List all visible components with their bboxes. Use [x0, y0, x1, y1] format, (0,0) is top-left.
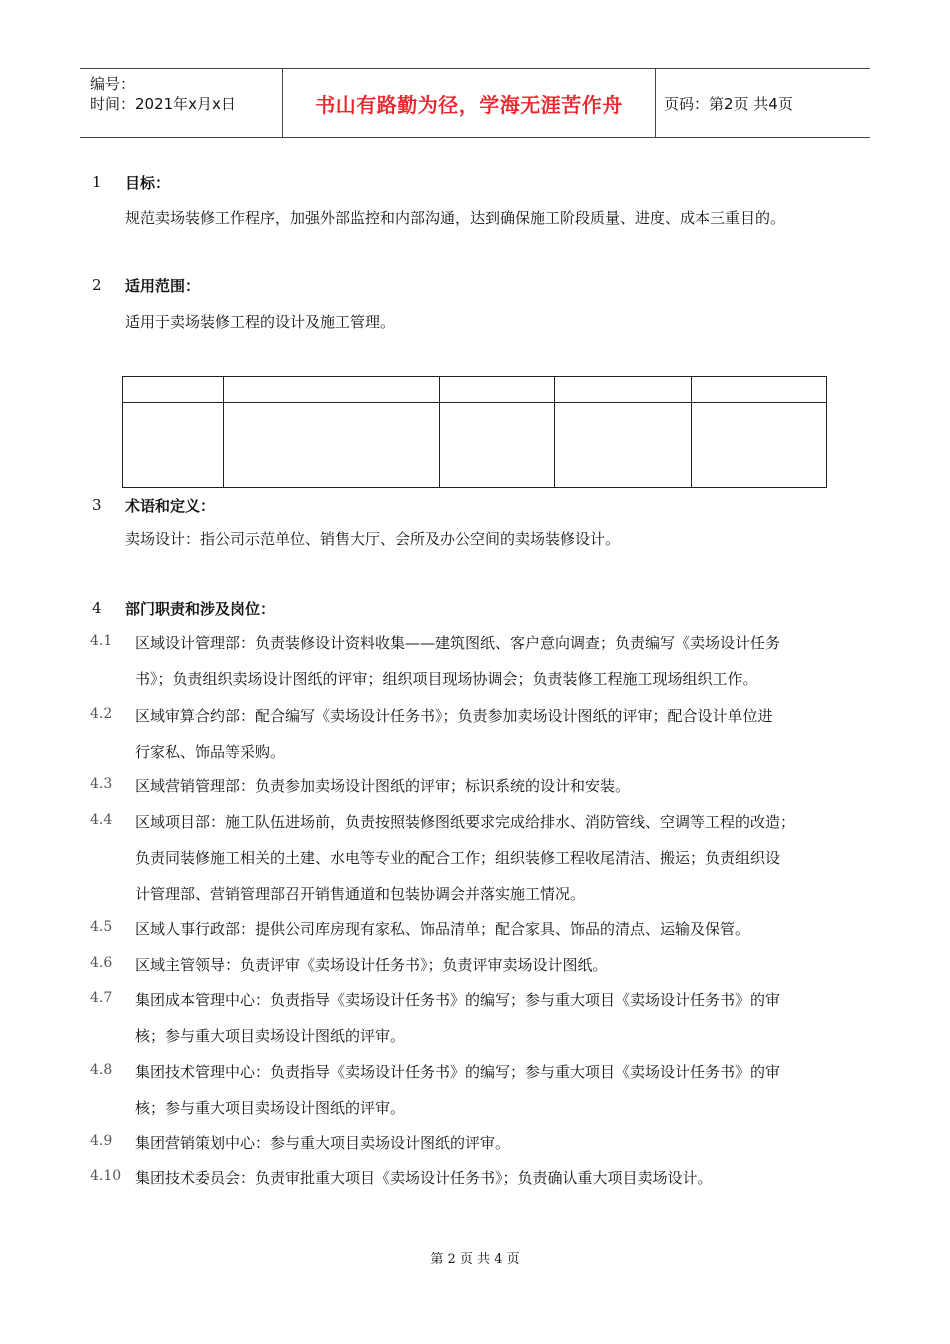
list-item-text: 书》；负责组织卖场设计图纸的评审；组织项目现场协调会；负责装修工程施工现场组织工作。	[135, 670, 758, 688]
section-text: 规范卖场装修工作程序，加强外部监控和内部沟通，达到确保施工阶段质量、进度、成本三重目的。	[125, 209, 786, 227]
list-item-text: 核；参与重大项目卖场设计图纸的评审。	[135, 1099, 406, 1117]
page-footer: 第 2 页 共 4 页	[430, 1252, 520, 1267]
list-item-text: 集团营销策划中心：参与重大项目卖场设计图纸的评审。	[135, 1134, 511, 1152]
section-number: 2	[92, 276, 102, 294]
document-time-label: 时间：2021年x月x日	[90, 95, 236, 113]
list-item-text: 区域设计管理部：负责装修设计资料收集——建筑图纸、客户意向调查；负责编写《卖场设计任务	[135, 634, 781, 652]
list-item-text: 行家私、饰品等采购。	[135, 743, 286, 761]
section-text: 适用于卖场装修工程的设计及施工管理。	[125, 313, 396, 331]
section-number: 3	[92, 496, 102, 514]
list-item-text: 集团成本管理中心：负责指导《卖场设计任务书》的编写；参与重大项目《卖场设计任务书》的审	[135, 991, 781, 1009]
section-title: 目标：	[125, 174, 171, 192]
header-page-cell	[656, 69, 870, 137]
list-item-number: 4.2	[90, 706, 113, 722]
empty-table	[122, 376, 827, 488]
list-item-text: 核；参与重大项目卖场设计图纸的评审。	[135, 1027, 406, 1045]
table-column-divider	[691, 377, 692, 487]
section-title: 适用范围：	[125, 277, 201, 295]
list-item-number: 4.5	[90, 919, 113, 935]
header-page-info: 页码：第2页 共4页	[664, 94, 793, 113]
list-item-text: 区域人事行政部：提供公司库房现有家私、饰品清单；配合家具、饰品的清点、运输及保管。	[135, 920, 751, 938]
list-item-number: 4.3	[90, 776, 113, 792]
table-column-divider	[439, 377, 440, 487]
list-item-number: 4.4	[90, 812, 113, 828]
list-item-text: 区域审算合约部：配合编写《卖场设计任务书》；负责参加卖场设计图纸的评审；配合设计单位进	[135, 707, 773, 725]
header-motto: 书山有路勤为径，学海无涯苦作舟	[315, 92, 623, 117]
list-item-number: 4.7	[90, 990, 113, 1006]
page-header	[80, 68, 870, 138]
list-item-text: 区域项目部：施工队伍进场前，负责按照装修图纸要求完成给排水、消防管线、空调等工程的改造；	[135, 813, 796, 831]
header-motto-cell	[283, 69, 656, 137]
list-item-number: 4.10	[90, 1168, 122, 1184]
section-title: 部门职责和涉及岗位：	[125, 600, 276, 618]
list-item-number: 4.9	[90, 1133, 113, 1149]
list-item-text: 集团技术管理中心：负责指导《卖场设计任务书》的编写；参与重大项目《卖场设计任务书》的审	[135, 1063, 781, 1081]
list-item-text: 区域营销管理部：负责参加卖场设计图纸的评审；标识系统的设计和安装。	[135, 777, 631, 795]
list-item-text: 负责同装修施工相关的土建、水电等专业的配合工作；组织装修工程收尾清洁、搬运；负责组织设	[135, 849, 781, 867]
section-number: 4	[92, 599, 102, 617]
section-title: 术语和定义：	[125, 497, 216, 515]
section-text: 卖场设计：指公司示范单位、销售大厅、会所及办公空间的卖场装修设计。	[125, 530, 621, 548]
table-column-divider	[223, 377, 224, 487]
document-number-label: 编号：	[90, 75, 136, 93]
table-column-divider	[554, 377, 555, 487]
table-row-divider	[123, 402, 826, 403]
list-item-number: 4.6	[90, 955, 113, 971]
list-item-text: 集团技术委员会：负责审批重大项目《卖场设计任务书》；负责确认重大项目卖场设计。	[135, 1169, 713, 1187]
list-item-number: 4.1	[90, 633, 113, 649]
section-number: 1	[92, 173, 102, 191]
list-item-text: 区域主管领导：负责评审《卖场设计任务书》；负责评审卖场设计图纸。	[135, 956, 608, 974]
header-info-cell	[80, 69, 283, 137]
list-item-number: 4.8	[90, 1062, 113, 1078]
list-item-text: 计管理部、营销管理部召开销售通道和包装协调会并落实施工情况。	[135, 885, 586, 903]
